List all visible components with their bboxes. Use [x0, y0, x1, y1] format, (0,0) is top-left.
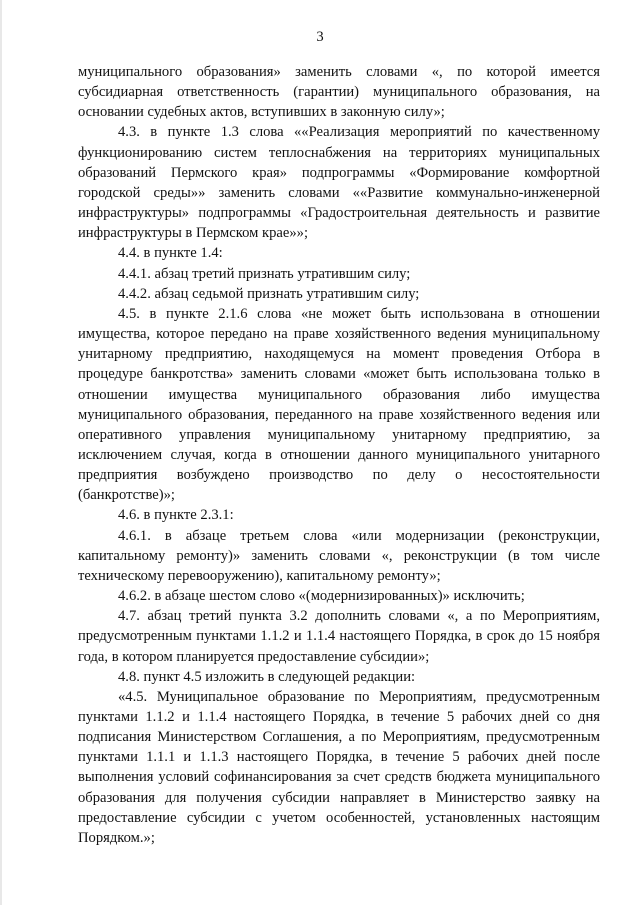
paragraph-4-5: 4.5. в пункте 2.1.6 слова «не может быть использована в отношении имущества, которое передано на праве хозяйственного ведения муниципальному унитарному предприятию, находящемуся на момент проведения Отбора в процедуре банкротства» заменить словами «может быть использована только в отношении имущества муниципального образования либо имущества муниципального образования, переданного на праве хозяйственного ведения или оперативного управления муниципальному унитарному предприятию, за исключением случая, когда в отношении данного муниципального унитарного предприятия возбуждено производство по делу о несостоятельности (банкротстве)»; [78, 305, 600, 504]
paragraph-4-7: 4.7. абзац третий пункта 3.2 дополнить словами «, а по Мероприятиям, предусмотренным пунктами 1.1.2 и 1.1.4 настоящего Порядка, в срок до 15 ноября года, в котором планируется предоставление субсидии»; [78, 608, 600, 665]
paragraph-4-4-2: 4.4.2. абзац седьмой признать утратившим силу; [118, 285, 420, 302]
paragraph-4-4: 4.4. в пункте 1.4: [118, 245, 223, 262]
paragraph-4-8: 4.8. пункт 4.5 изложить в следующей редакции: [118, 668, 416, 685]
page-number: 3 [316, 29, 324, 45]
paragraph-4-6-1: 4.6.1. в абзаце третьем слова «или модернизации (реконструкции, капитальному ремонту)» заменить словами «, реконструкции (в том числе техническому перевооружению), капитальному ремонту»; [78, 527, 600, 584]
paragraph-continuation: муниципального образования» заменить словами «, по которой имеется субсидиарная ответственность (гарантии) муниципального образования, на основании судебных актов, вступивших в законную силу»; [78, 64, 600, 121]
paragraph-4-6: 4.6. в пункте 2.3.1: [118, 507, 234, 524]
paragraph-quoted-4-5: «4.5. Муниципальное образование по Мероприятиям, предусмотренным пунктами 1.1.2 и 1.1.4 настоящего Порядка, в течение 5 рабочих дней со дня подписания Министерством Соглашения, а по Мероприятиям, предусмотренным пунктами 1.1.1 и 1.1.3 настоящего Порядка, в течение 5 рабочих дней после выполнения условий софинансирования за счет средств бюджета муниципального образования для получения субсидии направляет в Министерство заявку на предоставление субсидии с учетом особенностей, установленных настоящим Порядком.»; [78, 688, 600, 846]
paragraph-4-3: 4.3. в пункте 1.3 слова ««Реализация мероприятий по качественному функционированию систем теплоснабжения на территориях муниципальных образований Пермского края» подпрограммы «Формирование комфортной городской среды»» заменить словами ««Развитие коммунально-инженерной инфраструктуры» подпрограммы «Градостроительная деятельность и развитие инфраструктуры в Пермском крае»»; [78, 124, 600, 242]
document-body [78, 62, 600, 848]
scan-edge [0, 0, 2, 905]
paragraph-4-6-2: 4.6.2. в абзаце шестом слово «(модернизированных)» исключить; [118, 588, 525, 605]
paragraph-4-4-1: 4.4.1. абзац третий признать утратившим силу; [118, 265, 411, 282]
